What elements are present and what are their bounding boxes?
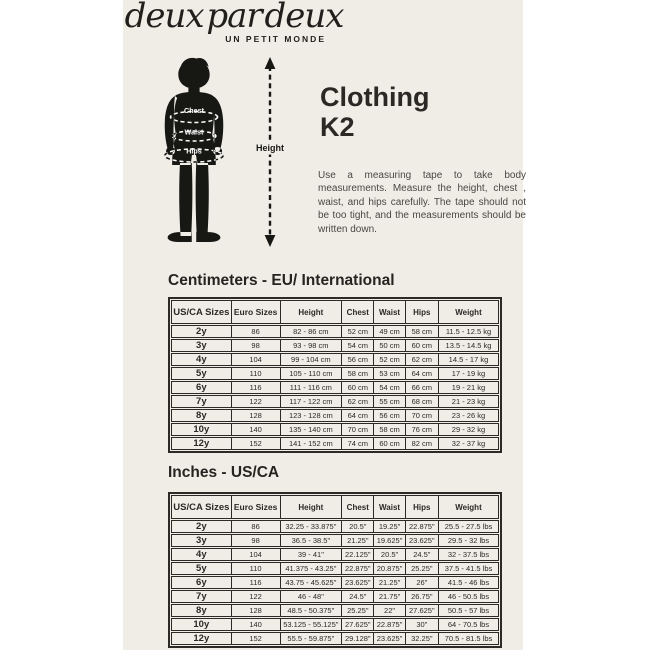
- height-arrow-icon: [252, 57, 288, 247]
- value-cell: 128: [232, 605, 281, 616]
- value-cell: 23.625": [374, 633, 405, 644]
- table-row: [171, 534, 499, 547]
- value-cell: 46 - 48": [281, 591, 343, 602]
- value-cell: 17 - 19 kg: [451, 369, 486, 378]
- value-cell: 14.5 - 17 kg: [448, 355, 489, 364]
- value-cell: 86: [232, 326, 281, 337]
- value-cell: 58 cm: [406, 326, 439, 337]
- value-cell: 19.625": [374, 535, 405, 546]
- table-row: [171, 520, 499, 533]
- size-cell: 4y: [172, 549, 232, 560]
- value-cell: 23 - 26 kg: [451, 411, 486, 420]
- table-header-row: [171, 495, 499, 519]
- value-cell: 25.25": [406, 563, 439, 574]
- value-cell: 52 cm: [374, 354, 405, 365]
- table-row: [171, 367, 499, 380]
- value-cell: 37.5 - 41.5 lbs: [444, 564, 493, 573]
- size-cell: 5y: [172, 368, 232, 379]
- table-row: [171, 437, 499, 450]
- column-header-weight: Weight: [455, 307, 482, 317]
- value-cell: 128: [232, 410, 281, 421]
- table-row: [171, 590, 499, 603]
- table-row: [171, 548, 499, 561]
- table-header-row: [171, 300, 499, 324]
- brand-wordmark: deux par deux: [124, 0, 344, 36]
- value-cell: 26.75": [406, 591, 439, 602]
- value-cell: 123 - 128 cm: [281, 410, 343, 421]
- size-cell: 12y: [172, 633, 232, 644]
- value-cell: 98: [232, 535, 281, 546]
- value-cell: 64 cm: [342, 410, 374, 421]
- value-cell: 110: [232, 368, 281, 379]
- table-row: [171, 409, 499, 422]
- value-cell: 25.5 - 27.5 lbs: [444, 522, 493, 531]
- value-cell: 135 - 140 cm: [281, 424, 343, 435]
- size-cell: 5y: [172, 563, 232, 574]
- value-cell: 22.875": [374, 619, 405, 630]
- measurement-figure: [160, 56, 290, 248]
- column-header-chest: Chest: [342, 301, 374, 323]
- size-cell: 2y: [172, 326, 232, 337]
- table-row: [171, 562, 499, 575]
- value-cell: 22.125": [342, 549, 374, 560]
- value-cell: 76 cm: [406, 424, 439, 435]
- size-cell: 12y: [172, 438, 232, 449]
- size-cell: 3y: [172, 340, 232, 351]
- value-cell: 60 cm: [374, 438, 405, 449]
- value-cell: 32 - 37 kg: [451, 439, 486, 448]
- value-cell: 32 - 37.5 lbs: [447, 550, 490, 559]
- value-cell: 23.625": [342, 577, 374, 588]
- value-cell: 50.5 - 57 lbs: [447, 606, 490, 615]
- column-header-euro-sizes: Euro Sizes: [232, 496, 281, 518]
- value-cell: 29.128": [342, 633, 374, 644]
- section-title-inches: Inches - US/CA: [168, 464, 280, 481]
- value-cell: 141 - 152 cm: [281, 438, 343, 449]
- waist-label: Waist: [184, 127, 204, 137]
- value-cell: 152: [232, 633, 281, 644]
- value-cell: 58 cm: [374, 424, 405, 435]
- value-cell: 58 cm: [342, 368, 374, 379]
- value-cell: 49 cm: [374, 326, 405, 337]
- size-cell: 8y: [172, 410, 232, 421]
- column-header-weight: Weight: [455, 502, 482, 512]
- value-cell: 43.75 - 45.625": [281, 577, 343, 588]
- value-cell: 54 cm: [342, 340, 374, 351]
- value-cell: 111 - 116 cm: [281, 382, 343, 393]
- value-cell: 86: [232, 521, 281, 532]
- value-cell: 19 - 21 kg: [451, 383, 486, 392]
- value-cell: 64 - 70.5 lbs: [447, 620, 490, 629]
- table-row: [171, 339, 499, 352]
- value-cell: 24.5": [406, 549, 439, 560]
- value-cell: 32.25": [406, 633, 439, 644]
- value-cell: 140: [232, 619, 281, 630]
- column-header-us-ca-sizes: US/CA Sizes: [172, 301, 232, 323]
- size-cell: 10y: [172, 619, 232, 630]
- brand-tagline: UN PETIT MONDE: [225, 34, 326, 44]
- value-cell: 56 cm: [342, 354, 374, 365]
- value-cell: 62 cm: [342, 396, 374, 407]
- size-cell: 7y: [172, 396, 232, 407]
- column-header-chest: Chest: [342, 496, 374, 518]
- value-cell: 105 - 110 cm: [281, 368, 343, 379]
- column-header-height: Height: [281, 496, 343, 518]
- value-cell: 39 - 41": [281, 549, 343, 560]
- value-cell: 66 cm: [406, 382, 439, 393]
- value-cell: 21 - 23 kg: [451, 397, 486, 406]
- size-cell: 8y: [172, 605, 232, 616]
- value-cell: 48.5 - 50.375": [281, 605, 343, 616]
- value-cell: 62 cm: [406, 354, 439, 365]
- value-cell: 122: [232, 396, 281, 407]
- value-cell: 55.5 - 59.875": [281, 633, 343, 644]
- value-cell: 99 - 104 cm: [281, 354, 343, 365]
- value-cell: 24.5": [342, 591, 374, 602]
- value-cell: 116: [232, 382, 281, 393]
- value-cell: 70 cm: [406, 410, 439, 421]
- value-cell: 82 - 86 cm: [281, 326, 343, 337]
- value-cell: 23.625": [406, 535, 439, 546]
- page-title-line1: Clothing: [320, 82, 430, 112]
- value-cell: 60 cm: [342, 382, 374, 393]
- value-cell: 93 - 98 cm: [281, 340, 343, 351]
- value-cell: 52 cm: [342, 326, 374, 337]
- column-header-us-ca-sizes: US/CA Sizes: [172, 496, 232, 518]
- value-cell: 19.25": [374, 521, 405, 532]
- value-cell: 117 - 122 cm: [281, 396, 343, 407]
- page-title: [320, 82, 429, 142]
- value-cell: 41.375 - 43.25": [281, 563, 343, 574]
- value-cell: 32.25 - 33.875": [281, 521, 343, 532]
- column-header-waist: Waist: [374, 301, 405, 323]
- value-cell: 21.25": [342, 535, 374, 546]
- value-cell: 46 - 50.5 lbs: [447, 592, 490, 601]
- value-cell: 104: [232, 549, 281, 560]
- value-cell: 20.5": [374, 549, 405, 560]
- value-cell: 98: [232, 340, 281, 351]
- table-row: [171, 353, 499, 366]
- value-cell: 70 cm: [342, 424, 374, 435]
- value-cell: 50 cm: [374, 340, 405, 351]
- value-cell: 64 cm: [406, 368, 439, 379]
- value-cell: 13.5 - 14.5 kg: [445, 341, 492, 350]
- value-cell: 60 cm: [406, 340, 439, 351]
- table-row: [171, 423, 499, 436]
- value-cell: 25.25": [342, 605, 374, 616]
- value-cell: 27.625": [406, 605, 439, 616]
- value-cell: 152: [232, 438, 281, 449]
- value-cell: 22.875": [342, 563, 374, 574]
- hips-label: Hips: [186, 146, 202, 156]
- value-cell: 68 cm: [406, 396, 439, 407]
- centimeters-table: [168, 297, 502, 453]
- section-title-centimeters: Centimeters - EU/ International: [168, 272, 395, 289]
- value-cell: 36.5 - 38.5": [281, 535, 343, 546]
- inches-table: [168, 492, 502, 648]
- value-cell: 74 cm: [342, 438, 374, 449]
- height-label: Height: [256, 142, 284, 153]
- value-cell: 22": [374, 605, 405, 616]
- value-cell: 110: [232, 563, 281, 574]
- value-cell: 140: [232, 424, 281, 435]
- column-header-waist: Waist: [374, 496, 405, 518]
- column-header-hips: Hips: [406, 301, 439, 323]
- value-cell: 41.5 - 46 lbs: [447, 578, 490, 587]
- value-cell: 21.75": [374, 591, 405, 602]
- size-cell: 4y: [172, 354, 232, 365]
- size-cell: 10y: [172, 424, 232, 435]
- value-cell: 54 cm: [374, 382, 405, 393]
- page-title-line2: K2: [320, 112, 355, 142]
- value-cell: 53 cm: [374, 368, 405, 379]
- table-row: [171, 381, 499, 394]
- table-row: [171, 395, 499, 408]
- value-cell: 20.5": [342, 521, 374, 532]
- value-cell: 30": [406, 619, 439, 630]
- value-cell: 20.875": [374, 563, 405, 574]
- value-cell: 22.875": [406, 521, 439, 532]
- child-silhouette-icon: [160, 56, 290, 248]
- size-cell: 2y: [172, 521, 232, 532]
- chest-label: Chest: [184, 106, 204, 115]
- value-cell: 29.5 - 32 lbs: [447, 536, 490, 545]
- value-cell: 70.5 - 81.5 lbs: [444, 634, 493, 643]
- table-row: [171, 618, 499, 631]
- value-cell: 104: [232, 354, 281, 365]
- value-cell: 27.625": [342, 619, 374, 630]
- value-cell: 55 cm: [374, 396, 405, 407]
- value-cell: 29 - 32 kg: [451, 425, 486, 434]
- measuring-instructions: Use a measuring tape to take body measurements. Measure the height, chest , waist, and hips carefully. The tape should not be too tight, and the measurements should be written down.: [318, 170, 526, 235]
- size-cell: 6y: [172, 382, 232, 393]
- table-row: [171, 576, 499, 589]
- table-row: [171, 604, 499, 617]
- column-header-hips: Hips: [406, 496, 439, 518]
- size-cell: 6y: [172, 577, 232, 588]
- size-cell: 3y: [172, 535, 232, 546]
- value-cell: 26": [406, 577, 439, 588]
- value-cell: 53.125 - 55.125": [281, 619, 343, 630]
- value-cell: 56 cm: [374, 410, 405, 421]
- value-cell: 82 cm: [406, 438, 439, 449]
- value-cell: 11.5 - 12.5 kg: [445, 327, 492, 336]
- column-header-euro-sizes: Euro Sizes: [232, 301, 281, 323]
- column-header-height: Height: [281, 301, 343, 323]
- value-cell: 21.25": [374, 577, 405, 588]
- size-cell: 7y: [172, 591, 232, 602]
- value-cell: 116: [232, 577, 281, 588]
- table-row: [171, 632, 499, 645]
- value-cell: 122: [232, 591, 281, 602]
- table-row: [171, 325, 499, 338]
